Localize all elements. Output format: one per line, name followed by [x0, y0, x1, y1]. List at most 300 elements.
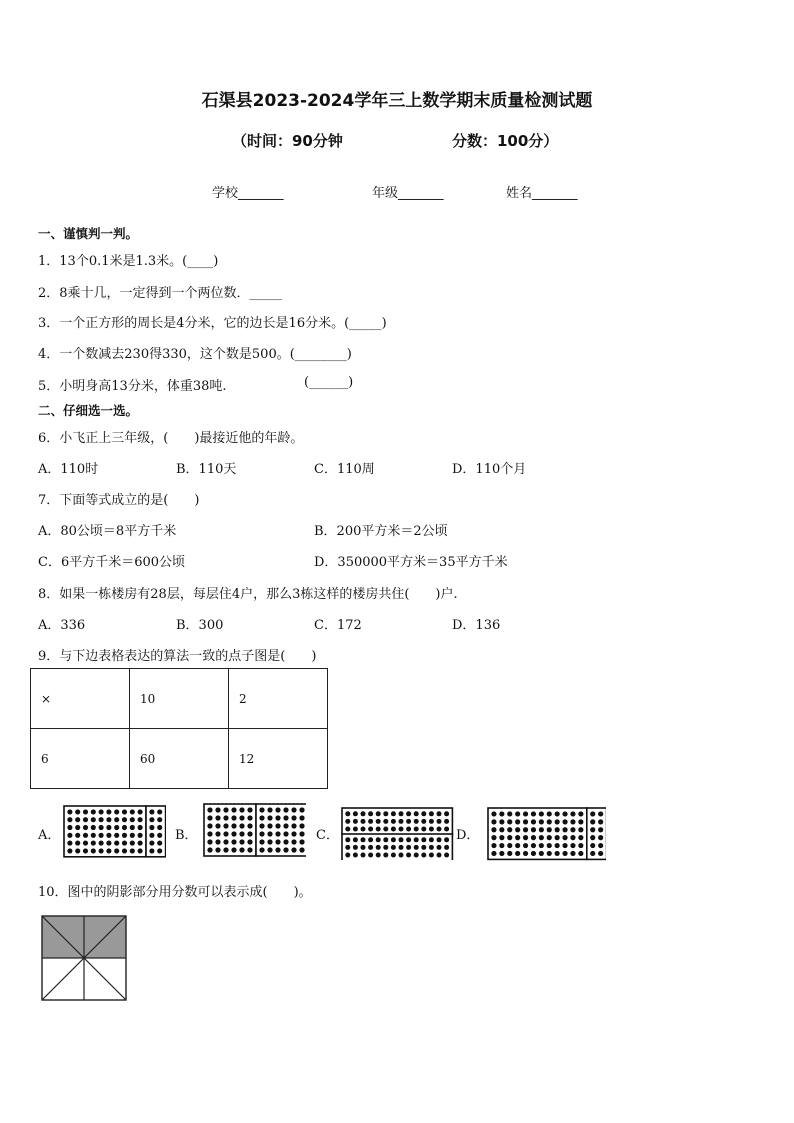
dot [149, 817, 154, 822]
dot [547, 843, 552, 848]
dot [376, 819, 381, 824]
dot [91, 825, 96, 830]
dot [75, 841, 80, 846]
dot [547, 819, 552, 824]
dot [539, 851, 544, 856]
dot [398, 819, 403, 824]
dot [283, 815, 288, 820]
dot [491, 835, 496, 840]
dot [99, 841, 104, 846]
dot [491, 851, 496, 856]
grade-field[interactable]: 年级_______ [372, 186, 444, 201]
dot [398, 852, 403, 857]
dot [436, 826, 441, 831]
dot [421, 819, 426, 824]
dot [523, 827, 528, 832]
dot [275, 815, 280, 820]
dot [578, 811, 583, 816]
dot [138, 809, 143, 814]
dot [239, 831, 244, 836]
dot [291, 831, 296, 836]
dot [376, 826, 381, 831]
dot [106, 825, 111, 830]
dot [99, 809, 104, 814]
dot [345, 837, 350, 842]
dot [499, 819, 504, 824]
q6-option-b[interactable]: B．110天 [176, 462, 237, 477]
dot [345, 826, 350, 831]
dot [83, 809, 88, 814]
q6-option-a[interactable]: A．110时 [38, 462, 99, 477]
dot [570, 843, 575, 848]
dot [436, 819, 441, 824]
table-row [31, 729, 328, 789]
exam-score: 分数：100分） [452, 132, 559, 150]
dot [75, 817, 80, 822]
dot [239, 847, 244, 852]
section1-heading: 一、谨慎判一判。 [38, 226, 139, 241]
dot [491, 819, 496, 824]
dot [491, 811, 496, 816]
dot [491, 827, 496, 832]
dot [383, 845, 388, 850]
dot [291, 807, 296, 812]
dot [444, 826, 449, 831]
dot [122, 833, 127, 838]
q8-option-d[interactable]: D．136 [452, 618, 501, 633]
dot [259, 847, 264, 852]
dot [207, 847, 212, 852]
dot [499, 827, 504, 832]
dot [299, 815, 304, 820]
dot [215, 831, 220, 836]
dot [444, 845, 449, 850]
dot [555, 835, 560, 840]
dot [515, 819, 520, 824]
dot [547, 811, 552, 816]
dot [283, 847, 288, 852]
dot [83, 825, 88, 830]
dot [247, 823, 252, 828]
dot [391, 845, 396, 850]
q9-option-a-label[interactable]: A． [38, 828, 61, 843]
table-cell: 12 [229, 729, 328, 789]
dot [149, 841, 154, 846]
dot [91, 809, 96, 814]
dot [231, 807, 236, 812]
dot [360, 837, 365, 842]
dot [283, 831, 288, 836]
dot [130, 841, 135, 846]
dot [247, 815, 252, 820]
dot [299, 807, 304, 812]
dot [223, 839, 228, 844]
dot [562, 843, 567, 848]
dot [421, 837, 426, 842]
dot [247, 839, 252, 844]
dot [570, 835, 575, 840]
dot [75, 825, 80, 830]
dot [531, 843, 536, 848]
dot [523, 835, 528, 840]
dot [539, 835, 544, 840]
dot [91, 833, 96, 838]
q7-option-c[interactable]: C．6平方千米＝600公顷 [38, 555, 186, 570]
dot [345, 811, 350, 816]
dot [383, 826, 388, 831]
dot [578, 835, 583, 840]
dot [353, 826, 358, 831]
dot [353, 811, 358, 816]
dot [562, 819, 567, 824]
dot [247, 807, 252, 812]
dot [414, 811, 419, 816]
dot [570, 811, 575, 816]
dot [99, 833, 104, 838]
dot [106, 841, 111, 846]
dot [499, 851, 504, 856]
dot [83, 833, 88, 838]
dot [259, 839, 264, 844]
dot [555, 811, 560, 816]
dot [360, 845, 365, 850]
dot [291, 847, 296, 852]
dot [239, 815, 244, 820]
q8-option-a[interactable]: A．336 [38, 618, 86, 633]
dot [436, 852, 441, 857]
dot [67, 809, 72, 814]
dot [122, 809, 127, 814]
table-cell: 10 [130, 669, 229, 729]
dot [114, 809, 119, 814]
q9-option-c-label[interactable]: C． [316, 828, 339, 843]
question-7: 7．下面等式成立的是( ) [38, 493, 200, 508]
dot-array-a[interactable] [62, 804, 166, 860]
dot [299, 823, 304, 828]
dot [531, 811, 536, 816]
dot [223, 815, 228, 820]
table-cell: × [31, 669, 130, 729]
dot [436, 845, 441, 850]
dot [91, 841, 96, 846]
dot [138, 848, 143, 853]
dot [67, 825, 72, 830]
dot [114, 841, 119, 846]
dot [383, 852, 388, 857]
q8-option-b[interactable]: B．300 [176, 618, 224, 633]
dot-block [146, 806, 166, 857]
dot [267, 815, 272, 820]
dot [114, 848, 119, 853]
table-cell: 6 [31, 729, 130, 789]
dot [275, 839, 280, 844]
dot [99, 817, 104, 822]
dot [507, 827, 512, 832]
dot [590, 819, 595, 824]
dot [360, 811, 365, 816]
dot [130, 809, 135, 814]
dot [368, 852, 373, 857]
dot [444, 811, 449, 816]
dot [383, 811, 388, 816]
dot [353, 819, 358, 824]
dot [99, 848, 104, 853]
dot [562, 811, 567, 816]
q9-option-d-label[interactable]: D． [456, 828, 480, 843]
dot [429, 819, 434, 824]
section2-heading: 二、仔细选一选。 [38, 403, 139, 418]
dot [421, 811, 426, 816]
dot [275, 847, 280, 852]
dot [368, 811, 373, 816]
dot [239, 823, 244, 828]
dot [578, 827, 583, 832]
dot [590, 835, 595, 840]
dot [429, 852, 434, 857]
dot [515, 851, 520, 856]
dot [398, 837, 403, 842]
dot [406, 845, 411, 850]
dot [555, 843, 560, 848]
dot [259, 831, 264, 836]
dot [429, 845, 434, 850]
dot [383, 837, 388, 842]
dot [83, 841, 88, 846]
q7-option-a[interactable]: A．80公顷＝8平方千米 [38, 524, 177, 539]
dot [207, 823, 212, 828]
dot [436, 837, 441, 842]
dot [215, 823, 220, 828]
dot [149, 833, 154, 838]
dot [523, 851, 528, 856]
dot [275, 807, 280, 812]
dot [360, 819, 365, 824]
dot [157, 833, 162, 838]
question-3: 3．一个正方形的周长是4分米，它的边长是16分米。(_____) [38, 316, 387, 331]
dot [223, 831, 228, 836]
dot [247, 847, 252, 852]
question-1: 1．13个0.1米是1.3米。(____) [38, 254, 219, 269]
dot [507, 811, 512, 816]
dot [391, 811, 396, 816]
dot [578, 819, 583, 824]
dot [122, 817, 127, 822]
dot [368, 826, 373, 831]
dot [444, 837, 449, 842]
dot-array-d[interactable] [486, 806, 606, 864]
dot [421, 826, 426, 831]
dot [436, 811, 441, 816]
dot [429, 811, 434, 816]
dot [106, 848, 111, 853]
dot [414, 819, 419, 824]
multiplication-table [30, 668, 328, 789]
dot [267, 831, 272, 836]
dot [515, 835, 520, 840]
dot [267, 807, 272, 812]
dot [106, 833, 111, 838]
dot [283, 807, 288, 812]
dot [122, 825, 127, 830]
table-cell: 60 [130, 729, 229, 789]
dot-block [342, 808, 452, 835]
dot [590, 827, 595, 832]
dot [291, 815, 296, 820]
dot-array-c[interactable] [340, 806, 456, 860]
dot [157, 848, 162, 853]
dot [299, 847, 304, 852]
dot [376, 811, 381, 816]
dot [414, 826, 419, 831]
dot [106, 817, 111, 822]
dot [414, 845, 419, 850]
dot [291, 823, 296, 828]
dot [259, 807, 264, 812]
dot [421, 845, 426, 850]
dot [130, 817, 135, 822]
dot [598, 835, 603, 840]
dot [207, 807, 212, 812]
dot [231, 847, 236, 852]
dot [547, 835, 552, 840]
dot-block [342, 834, 452, 860]
dot [578, 851, 583, 856]
name-field[interactable]: 姓名_______ [506, 186, 578, 201]
dot [523, 811, 528, 816]
q9-option-b-label[interactable]: B． [175, 828, 198, 843]
dot [491, 843, 496, 848]
dot [207, 839, 212, 844]
dot [429, 837, 434, 842]
q6-option-c[interactable]: C．110周 [314, 462, 375, 477]
dot [507, 851, 512, 856]
question-9: 9．与下边表格表达的算法一致的点子图是( ) [38, 649, 317, 664]
dot [215, 839, 220, 844]
q7-option-d[interactable]: D．350000平方米＝35平方千米 [314, 555, 508, 570]
dot [345, 852, 350, 857]
dot [590, 843, 595, 848]
dot [406, 837, 411, 842]
dot [598, 827, 603, 832]
dot [598, 819, 603, 824]
dot [353, 845, 358, 850]
dot [555, 851, 560, 856]
dot [421, 852, 426, 857]
dot [547, 851, 552, 856]
dot [515, 843, 520, 848]
dot [267, 839, 272, 844]
dot [345, 819, 350, 824]
dot-array-b[interactable] [202, 802, 306, 860]
dot [207, 815, 212, 820]
dot [299, 839, 304, 844]
dot [598, 811, 603, 816]
dot [523, 843, 528, 848]
dot [275, 831, 280, 836]
dot [398, 826, 403, 831]
dot [91, 848, 96, 853]
dot [383, 819, 388, 824]
dot [114, 833, 119, 838]
dot [570, 819, 575, 824]
dot [523, 819, 528, 824]
dot [507, 835, 512, 840]
dot [539, 843, 544, 848]
dot [99, 825, 104, 830]
dot [231, 823, 236, 828]
dot [283, 823, 288, 828]
school-field[interactable]: 学校_______ [212, 186, 284, 201]
dot [539, 827, 544, 832]
dot [157, 841, 162, 846]
dot [570, 827, 575, 832]
dot [406, 819, 411, 824]
dot [555, 827, 560, 832]
question-10: 10．图中的阴影部分用分数可以表示成( )。 [38, 885, 312, 900]
dot [444, 819, 449, 824]
dot [83, 817, 88, 822]
dot [67, 817, 72, 822]
dot [360, 852, 365, 857]
dot [138, 841, 143, 846]
question-2: 2．8乘十几，一定得到一个两位数．_____ [38, 286, 283, 301]
dot [207, 831, 212, 836]
table-row [31, 669, 328, 729]
dot [275, 823, 280, 828]
dot [398, 845, 403, 850]
dot [414, 837, 419, 842]
dot [239, 807, 244, 812]
dot [259, 823, 264, 828]
dot [444, 852, 449, 857]
dot [75, 833, 80, 838]
dot [75, 848, 80, 853]
fraction-square-figure [40, 914, 130, 1004]
dot [215, 847, 220, 852]
dot [67, 841, 72, 846]
dot [149, 825, 154, 830]
dot [138, 825, 143, 830]
q8-option-c[interactable]: C．172 [314, 618, 362, 633]
dot [67, 848, 72, 853]
dot [539, 811, 544, 816]
q6-option-d[interactable]: D．110个月 [452, 462, 527, 477]
dot [353, 852, 358, 857]
dot [91, 817, 96, 822]
dot [223, 847, 228, 852]
dot [376, 837, 381, 842]
dot [562, 851, 567, 856]
dot [75, 809, 80, 814]
dot [215, 807, 220, 812]
dot [130, 825, 135, 830]
dot [391, 826, 396, 831]
dot [570, 851, 575, 856]
dot [130, 848, 135, 853]
dot [345, 845, 350, 850]
dot [353, 837, 358, 842]
dot [406, 826, 411, 831]
dot [391, 837, 396, 842]
dot [406, 852, 411, 857]
dot [157, 817, 162, 822]
dot [598, 843, 603, 848]
q7-option-b[interactable]: B．200平方米＝2公顷 [314, 524, 448, 539]
dot [267, 847, 272, 852]
dot [114, 825, 119, 830]
dot [259, 815, 264, 820]
dot [114, 817, 119, 822]
